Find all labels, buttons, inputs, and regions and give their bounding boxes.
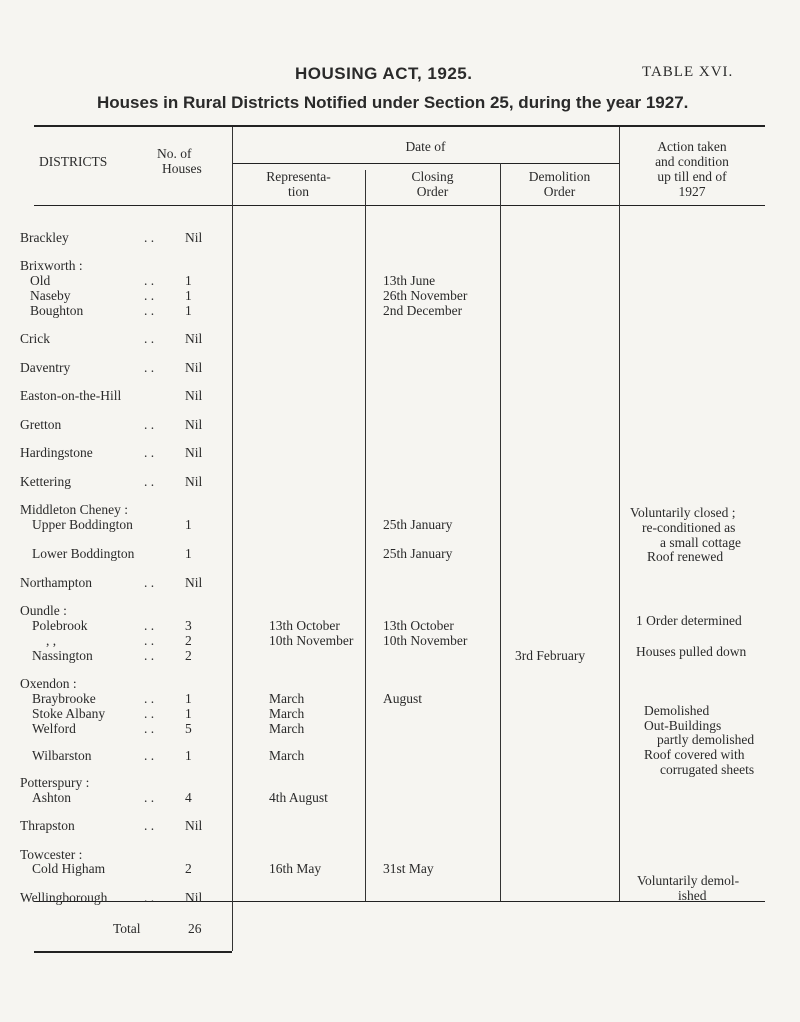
houses-count: 4 — [185, 790, 192, 805]
houses-count: 1 — [185, 691, 192, 706]
district-name: Old — [30, 273, 51, 288]
district-name: Daventry — [20, 360, 71, 375]
action-oundle-2: Houses pulled down — [636, 644, 747, 659]
houses-count: 1 — [185, 288, 192, 303]
leader-dots: . . — [144, 721, 155, 736]
header-demolition-1: Demolition — [528, 169, 591, 184]
leader-dots: . . — [144, 748, 155, 763]
header-closing-1: Closing — [411, 169, 454, 184]
closing-order-date: 2nd December — [383, 303, 463, 318]
district-name: Easton-on-the-Hill — [20, 388, 122, 403]
header-rep-2: tion — [287, 184, 309, 199]
houses-count: Nil — [185, 445, 203, 460]
closing-order-date: August — [383, 691, 423, 706]
houses-count: 3 — [185, 618, 192, 633]
district-name: Welford — [32, 721, 76, 736]
district-name: Stoke Albany — [32, 706, 106, 721]
district-name: Oxendon : — [20, 676, 77, 691]
header-action-3: up till end of — [657, 169, 727, 184]
representation-date: 13th October — [269, 618, 340, 633]
representation-date: 4th August — [269, 790, 328, 805]
representation-date: March — [269, 706, 305, 721]
houses-count: 1 — [185, 706, 192, 721]
action-oxendon-4: Roof covered with — [644, 747, 745, 762]
closing-order-date: 25th January — [383, 517, 453, 532]
houses-count: Nil — [185, 331, 203, 346]
district-name: Wilbarston — [32, 748, 92, 763]
act-title: HOUSING ACT, 1925. — [295, 64, 473, 83]
houses-count: 1 — [185, 517, 192, 532]
header-action-1: Action taken — [657, 139, 727, 154]
col-divider-3 — [500, 163, 501, 901]
district-name: Middleton Cheney : — [20, 502, 128, 517]
header-houses: Houses — [162, 161, 202, 176]
district-name: Braybrooke — [32, 691, 96, 706]
representation-date: March — [269, 691, 305, 706]
closing-order-date: 10th November — [383, 633, 468, 648]
district-name: Boughton — [30, 303, 84, 318]
district-name: Potterspury : — [20, 775, 90, 790]
district-name: Crick — [20, 331, 50, 346]
houses-count: 2 — [185, 633, 192, 648]
closing-order-date: 26th November — [383, 288, 468, 303]
header-action-2: and condition — [655, 154, 729, 169]
district-name: Kettering — [20, 474, 71, 489]
leader-dots: . . — [144, 618, 155, 633]
representation-date: 16th May — [269, 861, 322, 876]
action-oxendon-1: Demolished — [644, 703, 710, 718]
district-name: Gretton — [20, 417, 62, 432]
representation-date: 10th November — [269, 633, 354, 648]
houses-count: 2 — [185, 861, 192, 876]
houses-count: Nil — [185, 360, 203, 375]
houses-count: 2 — [185, 648, 192, 663]
district-name: Thrapston — [20, 818, 75, 833]
district-name: Brackley — [20, 230, 69, 245]
houses-count: 1 — [185, 546, 192, 561]
action-oxendon-3: partly demolished — [657, 732, 755, 747]
leader-dots: . . — [144, 575, 155, 590]
action-middleton-2: re-conditioned as — [642, 520, 736, 535]
header-action-4: 1927 — [678, 184, 706, 199]
header-demolition-2: Order — [543, 184, 576, 199]
leader-dots: . . — [144, 331, 155, 346]
district-name: Oundle : — [20, 603, 67, 618]
district-name: Upper Boddington — [32, 517, 133, 532]
district-name: Cold Higham — [32, 861, 106, 876]
district-name: Lower Boddington — [32, 546, 135, 561]
houses-count: Nil — [185, 890, 203, 905]
leader-dots: . . — [144, 445, 155, 460]
representation-date: March — [269, 748, 305, 763]
leader-dots: . . — [144, 633, 155, 648]
leader-dots: . . — [144, 417, 155, 432]
action-towcester-2: ished — [678, 888, 707, 903]
district-name: Naseby — [30, 288, 71, 303]
closing-order-date: 13th June — [383, 273, 436, 288]
district-name: , , — [46, 633, 57, 648]
houses-count: Nil — [185, 818, 203, 833]
header-date-of: Date of — [405, 139, 446, 154]
action-oundle-1: 1 Order determined — [636, 613, 742, 628]
col-divider-4 — [619, 127, 620, 901]
representation-date: March — [269, 721, 305, 736]
header-districts: DISTRICTS — [39, 154, 108, 169]
action-oxendon-2: Out-Buildings — [644, 718, 722, 733]
houses-count: 1 — [185, 748, 192, 763]
district-name: Brixworth : — [20, 258, 83, 273]
action-middleton-3: a small cottage — [660, 535, 741, 550]
demolition-order-date: 3rd February — [515, 648, 586, 663]
leader-dots: . . — [144, 706, 155, 721]
houses-count: 1 — [185, 303, 192, 318]
leader-dots: . . — [144, 474, 155, 489]
header-no-of: No. of — [157, 146, 192, 161]
district-name: Northampton — [20, 575, 92, 590]
leader-dots: . . — [144, 818, 155, 833]
total-label: Total — [113, 921, 141, 936]
closing-order-date: 13th October — [383, 618, 454, 633]
leader-dots: . . — [144, 273, 155, 288]
date-of-rule — [232, 163, 619, 164]
leader-dots: . . — [144, 288, 155, 303]
header-rep-1: Representa- — [266, 169, 331, 184]
houses-count: 1 — [185, 273, 192, 288]
leader-dots: . . — [144, 303, 155, 318]
leader-dots: . . — [144, 648, 155, 663]
leader-dots: . . — [144, 360, 155, 375]
col-divider-1 — [232, 127, 233, 951]
houses-count: Nil — [185, 417, 203, 432]
houses-count: Nil — [185, 575, 203, 590]
district-name: Polebrook — [32, 618, 88, 633]
district-name: Hardingstone — [20, 445, 93, 460]
closing-order-date: 31st May — [383, 861, 434, 876]
houses-count: 5 — [185, 721, 192, 736]
action-middleton-1: Voluntarily closed ; — [630, 505, 736, 520]
district-name: Nassington — [32, 648, 93, 663]
district-name: Wellingborough — [20, 890, 108, 905]
district-name: Ashton — [32, 790, 72, 805]
col-divider-2 — [365, 170, 366, 901]
action-oxendon-5: corrugated sheets — [660, 762, 755, 777]
action-towcester-1: Voluntarily demol- — [637, 873, 740, 888]
closing-order-date: 25th January — [383, 546, 453, 561]
houses-count: Nil — [185, 474, 203, 489]
district-name: Towcester : — [20, 847, 83, 862]
houses-count: Nil — [185, 388, 203, 403]
total-bottom-rule — [34, 951, 232, 953]
table-number: TABLE XVI. — [642, 64, 734, 80]
action-middleton-4: Roof renewed — [647, 549, 724, 564]
page-subtitle: Houses in Rural Districts Notified under Section 25, during the year 1927. — [97, 93, 689, 112]
header-bottom-rule — [34, 205, 765, 206]
leader-dots: . . — [144, 890, 155, 905]
leader-dots: . . — [144, 691, 155, 706]
header-closing-2: Order — [416, 184, 449, 199]
houses-count: Nil — [185, 230, 203, 245]
top-rule — [34, 125, 765, 127]
total-value: 26 — [188, 921, 202, 936]
leader-dots: . . — [144, 230, 155, 245]
leader-dots: . . — [144, 790, 155, 805]
